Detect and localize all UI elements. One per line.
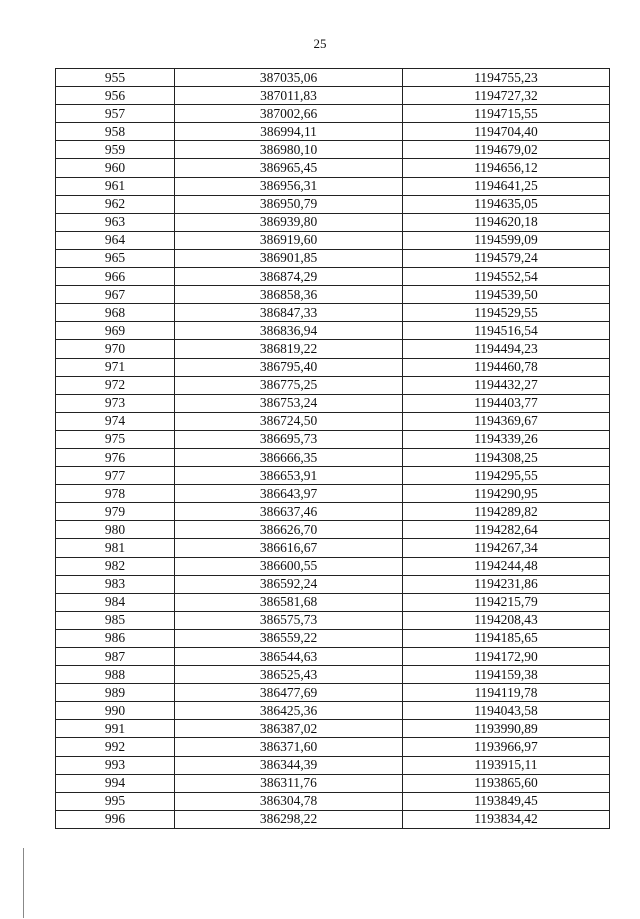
x-coordinate-cell: 386795,40: [175, 358, 403, 376]
x-coordinate-cell: 387035,06: [175, 69, 403, 87]
x-coordinate-cell: 386477,69: [175, 684, 403, 702]
x-coordinate-cell: 386965,45: [175, 159, 403, 177]
x-coordinate-cell: 386858,36: [175, 286, 403, 304]
y-coordinate-cell: 1194403,77: [403, 394, 610, 412]
point-number-cell: 976: [56, 448, 175, 466]
table-row: [56, 177, 610, 195]
y-coordinate-cell: 1194704,40: [403, 123, 610, 141]
point-number-cell: 990: [56, 702, 175, 720]
point-number-cell: 969: [56, 322, 175, 340]
table-row: [56, 611, 610, 629]
table-row: [56, 448, 610, 466]
y-coordinate-cell: 1194339,26: [403, 430, 610, 448]
point-number-cell: 966: [56, 268, 175, 286]
y-coordinate-cell: 1194539,50: [403, 286, 610, 304]
scan-edge-line: [23, 848, 24, 918]
point-number-cell: 988: [56, 666, 175, 684]
point-number-cell: 964: [56, 231, 175, 249]
table-row: [56, 467, 610, 485]
point-number-cell: 967: [56, 286, 175, 304]
y-coordinate-cell: 1194679,02: [403, 141, 610, 159]
x-coordinate-cell: 386956,31: [175, 177, 403, 195]
x-coordinate-cell: 386874,29: [175, 268, 403, 286]
table-row: [56, 521, 610, 539]
table-row: [56, 213, 610, 231]
table-row: [56, 105, 610, 123]
table-row: [56, 810, 610, 828]
table-row: [56, 195, 610, 213]
table-row: [56, 557, 610, 575]
x-coordinate-cell: 386637,46: [175, 503, 403, 521]
x-coordinate-cell: 386980,10: [175, 141, 403, 159]
y-coordinate-cell: 1194369,67: [403, 412, 610, 430]
y-coordinate-cell: 1194620,18: [403, 213, 610, 231]
y-coordinate-cell: 1194282,64: [403, 521, 610, 539]
y-coordinate-cell: 1193915,11: [403, 756, 610, 774]
table-row: [56, 304, 610, 322]
y-coordinate-cell: 1193966,97: [403, 738, 610, 756]
point-number-cell: 975: [56, 430, 175, 448]
x-coordinate-cell: 386592,24: [175, 575, 403, 593]
x-coordinate-cell: 386304,78: [175, 792, 403, 810]
table-row: [56, 629, 610, 647]
point-number-cell: 971: [56, 358, 175, 376]
point-number-cell: 980: [56, 521, 175, 539]
y-coordinate-cell: 1193834,42: [403, 810, 610, 828]
x-coordinate-cell: 386653,91: [175, 467, 403, 485]
table-row: [56, 123, 610, 141]
x-coordinate-cell: 386581,68: [175, 593, 403, 611]
point-number-cell: 977: [56, 467, 175, 485]
x-coordinate-cell: 386643,97: [175, 485, 403, 503]
point-number-cell: 985: [56, 611, 175, 629]
table-row: [56, 87, 610, 105]
x-coordinate-cell: 386600,55: [175, 557, 403, 575]
table-row: [56, 376, 610, 394]
x-coordinate-cell: 386919,60: [175, 231, 403, 249]
point-number-cell: 968: [56, 304, 175, 322]
y-coordinate-cell: 1194494,23: [403, 340, 610, 358]
table-row: [56, 575, 610, 593]
x-coordinate-cell: 386344,39: [175, 756, 403, 774]
table-row: [56, 268, 610, 286]
point-number-cell: 982: [56, 557, 175, 575]
y-coordinate-cell: 1194208,43: [403, 611, 610, 629]
y-coordinate-cell: 1194289,82: [403, 503, 610, 521]
table-row: [56, 340, 610, 358]
y-coordinate-cell: 1194159,38: [403, 666, 610, 684]
table-row: [56, 159, 610, 177]
y-coordinate-cell: 1194185,65: [403, 629, 610, 647]
y-coordinate-cell: 1194244,48: [403, 557, 610, 575]
x-coordinate-cell: 386298,22: [175, 810, 403, 828]
table-row: [56, 539, 610, 557]
x-coordinate-cell: 386950,79: [175, 195, 403, 213]
point-number-cell: 987: [56, 648, 175, 666]
x-coordinate-cell: 386753,24: [175, 394, 403, 412]
coordinates-table-body: [56, 69, 610, 829]
x-coordinate-cell: 386371,60: [175, 738, 403, 756]
point-number-cell: 958: [56, 123, 175, 141]
page-number: 25: [313, 36, 327, 51]
y-coordinate-cell: 1194529,55: [403, 304, 610, 322]
point-number-cell: 992: [56, 738, 175, 756]
y-coordinate-cell: 1194231,86: [403, 575, 610, 593]
x-coordinate-cell: 386387,02: [175, 720, 403, 738]
x-coordinate-cell: 386994,11: [175, 123, 403, 141]
point-number-cell: 963: [56, 213, 175, 231]
table-row: [56, 430, 610, 448]
point-number-cell: 957: [56, 105, 175, 123]
x-coordinate-cell: 386819,22: [175, 340, 403, 358]
table-row: [56, 412, 610, 430]
y-coordinate-cell: 1194043,58: [403, 702, 610, 720]
x-coordinate-cell: 386616,67: [175, 539, 403, 557]
x-coordinate-cell: 386847,33: [175, 304, 403, 322]
y-coordinate-cell: 1194579,24: [403, 249, 610, 267]
x-coordinate-cell: 386775,25: [175, 376, 403, 394]
point-number-cell: 996: [56, 810, 175, 828]
table-row: [56, 231, 610, 249]
x-coordinate-cell: 386575,73: [175, 611, 403, 629]
point-number-cell: 961: [56, 177, 175, 195]
table-row: [56, 141, 610, 159]
table-row: [56, 648, 610, 666]
table-row: [56, 774, 610, 792]
y-coordinate-cell: 1194635,05: [403, 195, 610, 213]
x-coordinate-cell: 386559,22: [175, 629, 403, 647]
x-coordinate-cell: 387011,83: [175, 87, 403, 105]
point-number-cell: 983: [56, 575, 175, 593]
y-coordinate-cell: 1194119,78: [403, 684, 610, 702]
point-number-cell: 979: [56, 503, 175, 521]
x-coordinate-cell: 386836,94: [175, 322, 403, 340]
y-coordinate-cell: 1194641,25: [403, 177, 610, 195]
point-number-cell: 960: [56, 159, 175, 177]
y-coordinate-cell: 1194599,09: [403, 231, 610, 249]
table-row: [56, 666, 610, 684]
x-coordinate-cell: 386425,36: [175, 702, 403, 720]
table-row: [56, 322, 610, 340]
table-row: [56, 702, 610, 720]
table-row: [56, 69, 610, 87]
y-coordinate-cell: 1193865,60: [403, 774, 610, 792]
point-number-cell: 956: [56, 87, 175, 105]
table-row: [56, 358, 610, 376]
y-coordinate-cell: 1194432,27: [403, 376, 610, 394]
table-row: [56, 720, 610, 738]
y-coordinate-cell: 1194552,54: [403, 268, 610, 286]
table-row: [56, 286, 610, 304]
x-coordinate-cell: 386901,85: [175, 249, 403, 267]
point-number-cell: 989: [56, 684, 175, 702]
point-number-cell: 994: [56, 774, 175, 792]
y-coordinate-cell: 1194308,25: [403, 448, 610, 466]
y-coordinate-cell: 1194755,23: [403, 69, 610, 87]
table-row: [56, 593, 610, 611]
point-number-cell: 962: [56, 195, 175, 213]
table-row: [56, 503, 610, 521]
table-row: [56, 792, 610, 810]
point-number-cell: 970: [56, 340, 175, 358]
x-coordinate-cell: 386724,50: [175, 412, 403, 430]
point-number-cell: 965: [56, 249, 175, 267]
point-number-cell: 981: [56, 539, 175, 557]
y-coordinate-cell: 1194715,55: [403, 105, 610, 123]
x-coordinate-cell: 386626,70: [175, 521, 403, 539]
point-number-cell: 973: [56, 394, 175, 412]
point-number-cell: 959: [56, 141, 175, 159]
x-coordinate-cell: 386525,43: [175, 666, 403, 684]
table-row: [56, 684, 610, 702]
table-row: [56, 394, 610, 412]
y-coordinate-cell: 1194460,78: [403, 358, 610, 376]
table-row: [56, 738, 610, 756]
table-row: [56, 756, 610, 774]
point-number-cell: 984: [56, 593, 175, 611]
point-number-cell: 986: [56, 629, 175, 647]
point-number-cell: 991: [56, 720, 175, 738]
x-coordinate-cell: 386695,73: [175, 430, 403, 448]
table-row: [56, 249, 610, 267]
x-coordinate-cell: 387002,66: [175, 105, 403, 123]
coordinates-table: [55, 68, 610, 829]
point-number-cell: 972: [56, 376, 175, 394]
y-coordinate-cell: 1194267,34: [403, 539, 610, 557]
x-coordinate-cell: 386544,63: [175, 648, 403, 666]
point-number-cell: 974: [56, 412, 175, 430]
x-coordinate-cell: 386666,35: [175, 448, 403, 466]
y-coordinate-cell: 1194516,54: [403, 322, 610, 340]
table-row: [56, 485, 610, 503]
y-coordinate-cell: 1194295,55: [403, 467, 610, 485]
point-number-cell: 993: [56, 756, 175, 774]
y-coordinate-cell: 1194727,32: [403, 87, 610, 105]
point-number-cell: 978: [56, 485, 175, 503]
point-number-cell: 995: [56, 792, 175, 810]
x-coordinate-cell: 386311,76: [175, 774, 403, 792]
y-coordinate-cell: 1194656,12: [403, 159, 610, 177]
x-coordinate-cell: 386939,80: [175, 213, 403, 231]
point-number-cell: 955: [56, 69, 175, 87]
y-coordinate-cell: 1194215,79: [403, 593, 610, 611]
y-coordinate-cell: 1194290,95: [403, 485, 610, 503]
y-coordinate-cell: 1194172,90: [403, 648, 610, 666]
y-coordinate-cell: 1193990,89: [403, 720, 610, 738]
y-coordinate-cell: 1193849,45: [403, 792, 610, 810]
